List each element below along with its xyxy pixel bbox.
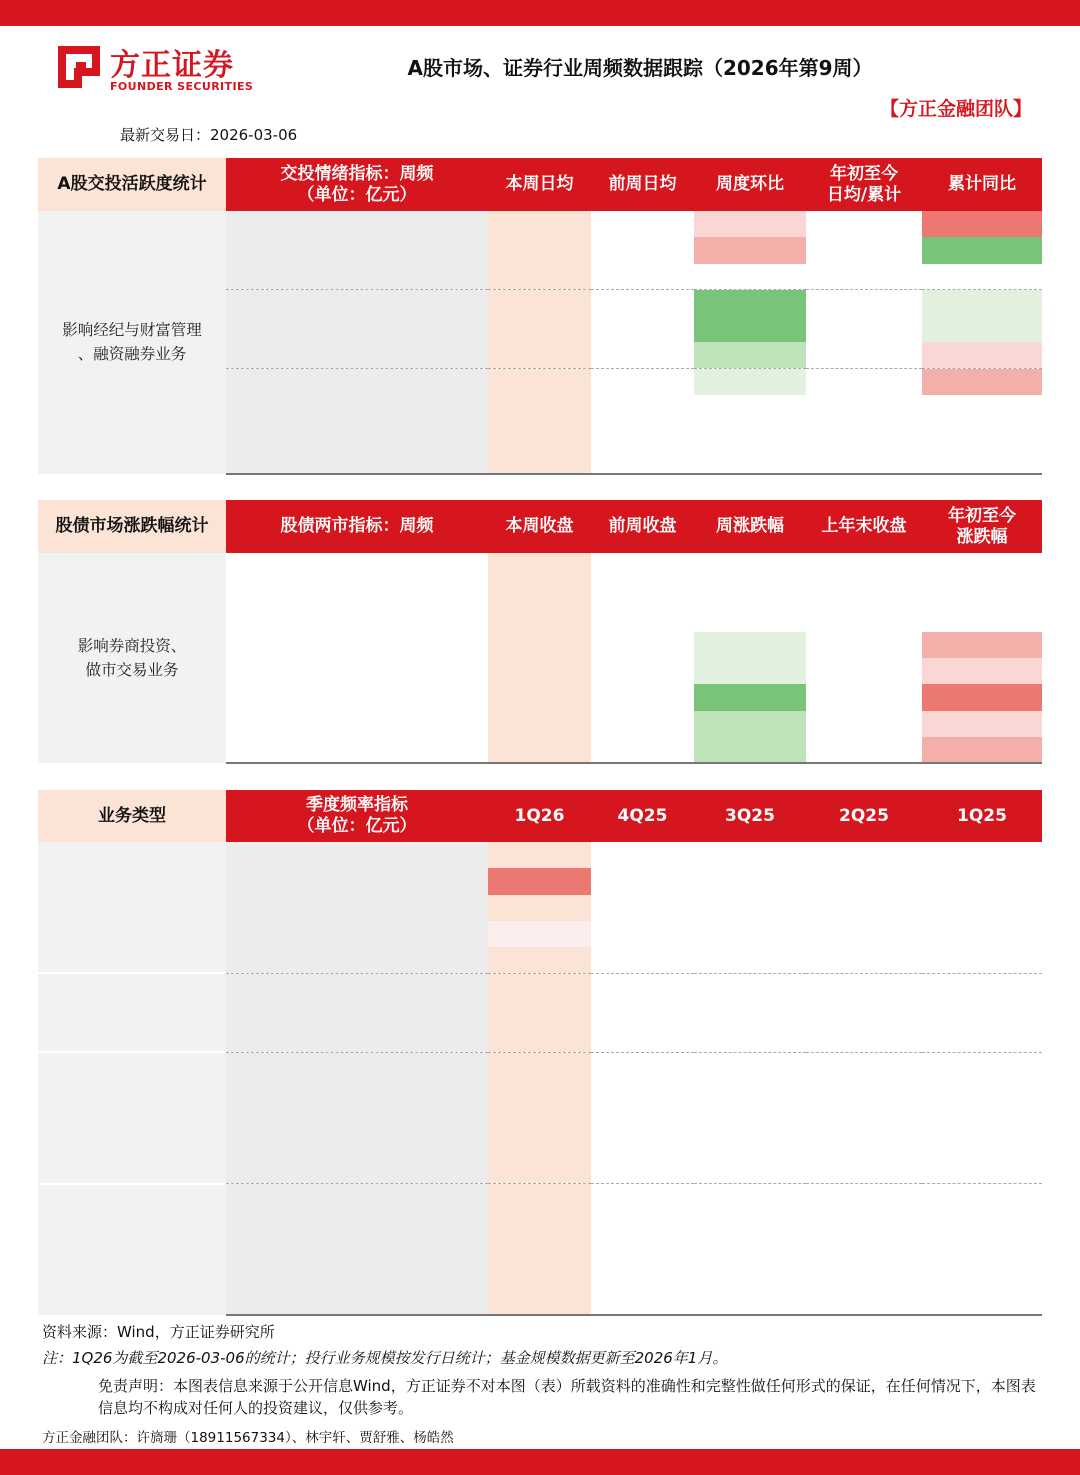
segment-label (38, 1184, 226, 1315)
table2-header-1: 股债两市指标：周频 (226, 500, 488, 553)
change-value (694, 711, 806, 737)
quarter-value (694, 1158, 806, 1184)
table-row (38, 211, 1042, 237)
previous-value (591, 658, 694, 684)
table1-header-row (38, 158, 1042, 211)
ytd-value (806, 211, 922, 237)
quarter-value (922, 1210, 1042, 1236)
current-value (488, 264, 591, 290)
quarter-value (591, 868, 694, 894)
quarter-value (694, 1026, 806, 1052)
change-value (694, 606, 806, 632)
indicator-name (226, 973, 488, 999)
quarter-value (694, 1289, 806, 1315)
ytd-value (806, 237, 922, 263)
indicator-name (226, 290, 488, 316)
quarter-value (694, 1000, 806, 1026)
indicator-name (226, 1079, 488, 1105)
indicator-name (226, 711, 488, 737)
quarter-value (488, 1105, 591, 1131)
indicator-name (226, 1289, 488, 1315)
quarter-value (806, 1263, 922, 1289)
table1-header-4: 周度环比 (694, 158, 806, 211)
yoy-value (922, 237, 1042, 263)
table2-header-row (38, 500, 1042, 553)
table3-header-6: 1Q25 (922, 790, 1042, 842)
current-value (488, 632, 591, 658)
previous-value (591, 606, 694, 632)
table-row (38, 553, 1042, 579)
indicator-name (226, 448, 488, 474)
change-value (694, 342, 806, 368)
brand-name-en: FOUNDER SECURITIES (110, 80, 254, 93)
current-value (488, 369, 591, 395)
table3-header-5: 2Q25 (806, 790, 922, 842)
table1-header-1: 交投情绪指标：周频 （单位：亿元） (226, 158, 488, 211)
table1-header-0: A股交投活跃度统计 (38, 158, 226, 211)
quarter-value (591, 1236, 694, 1262)
team-contacts: 方正金融团队：许旖珊（18911567334）、林宇轩、贾舒雅、杨皓然 (42, 1430, 454, 1446)
previous-value (591, 448, 694, 474)
table-row (38, 1052, 1042, 1078)
change-value (694, 316, 806, 342)
indicator-name (226, 579, 488, 605)
activity-table (38, 158, 1042, 475)
previous-value (591, 342, 694, 368)
yoy-value (922, 421, 1042, 447)
quarter-value (806, 1210, 922, 1236)
indicator-name (226, 868, 488, 894)
quarter-value (922, 842, 1042, 868)
bottom-red-band (0, 1449, 1080, 1475)
quarter-value (806, 1184, 922, 1210)
segment-label: 影响经纪与财富管理 、融资融券业务 (38, 211, 226, 474)
indicator-name (226, 1105, 488, 1131)
quarter-value (694, 1236, 806, 1262)
previous-value (591, 711, 694, 737)
ytd-change-value (922, 632, 1042, 658)
current-value (488, 421, 591, 447)
current-value (488, 658, 591, 684)
table2-header-3: 前周收盘 (591, 500, 694, 553)
previous-value (591, 632, 694, 658)
quarter-value (806, 1131, 922, 1157)
ytd-change-value (922, 658, 1042, 684)
yoy-value (922, 290, 1042, 316)
quarter-value (694, 895, 806, 921)
current-value (488, 237, 591, 263)
table1-header-3: 前周日均 (591, 158, 694, 211)
quarter-value (922, 921, 1042, 947)
quarter-value (922, 1052, 1042, 1078)
quarter-value (591, 1131, 694, 1157)
table2-header-6: 年初至今 涨跌幅 (922, 500, 1042, 553)
quarter-value (591, 1105, 694, 1131)
previous-value (591, 316, 694, 342)
founder-logo (52, 42, 262, 98)
change-value (694, 211, 806, 237)
segment-label: 影响券商投资、 做市交易业务 (38, 553, 226, 763)
table1-header-2: 本周日均 (488, 158, 591, 211)
current-value (488, 579, 591, 605)
indicator-name (226, 1131, 488, 1157)
yoy-value (922, 342, 1042, 368)
quarter-value (488, 842, 591, 868)
current-value (488, 606, 591, 632)
ytd-change-value (922, 606, 1042, 632)
table3-header-1: 季度频率指标 （单位：亿元） (226, 790, 488, 842)
current-value (488, 448, 591, 474)
quarter-value (806, 921, 922, 947)
quarter-value (922, 868, 1042, 894)
quarter-value (591, 1000, 694, 1026)
quarter-value (591, 1158, 694, 1184)
last-year-value (806, 632, 922, 658)
quarter-value (806, 842, 922, 868)
previous-value (591, 290, 694, 316)
last-year-value (806, 684, 922, 710)
table3-header-row (38, 790, 1042, 842)
quarter-value (694, 1184, 806, 1210)
footnote: 注：1Q26为截至2026-03-06的统计；投行业务规模按发行日统计；基金规模数据更新至2026年1月。 (42, 1349, 728, 1367)
quarter-value (694, 1052, 806, 1078)
quarter-value (806, 1236, 922, 1262)
quarter-value (922, 973, 1042, 999)
table3-header-3: 4Q25 (591, 790, 694, 842)
quarter-value (806, 973, 922, 999)
indicator-name (226, 632, 488, 658)
change-value (694, 684, 806, 710)
change-value (694, 369, 806, 395)
ytd-value (806, 448, 922, 474)
ytd-change-value (922, 737, 1042, 763)
indicator-name (226, 342, 488, 368)
indicator-name (226, 264, 488, 290)
table3-header-4: 3Q25 (694, 790, 806, 842)
current-value (488, 395, 591, 421)
previous-value (591, 421, 694, 447)
indicator-name (226, 658, 488, 684)
source-note: 资料来源：Wind，方正证券研究所 (42, 1323, 275, 1341)
quarter-value (806, 1052, 922, 1078)
ytd-value (806, 395, 922, 421)
quarter-value (922, 1000, 1042, 1026)
table2-header-0: 股债市场涨跌幅统计 (38, 500, 226, 553)
quarter-value (694, 973, 806, 999)
indicator-name (226, 1026, 488, 1052)
quarter-value (694, 1105, 806, 1131)
change-value (694, 395, 806, 421)
quarter-value (922, 1263, 1042, 1289)
quarter-value (694, 921, 806, 947)
quarter-value (922, 1289, 1042, 1315)
quarter-value (488, 895, 591, 921)
indicator-name (226, 1236, 488, 1262)
yoy-value (922, 369, 1042, 395)
segment-label (38, 973, 226, 1052)
yoy-value (922, 448, 1042, 474)
previous-value (591, 369, 694, 395)
current-value (488, 290, 591, 316)
ytd-change-value (922, 579, 1042, 605)
ytd-value (806, 316, 922, 342)
change-value (694, 421, 806, 447)
indicator-name (226, 237, 488, 263)
quarter-value (488, 1184, 591, 1210)
page-title: A股市场、证券行业周频数据跟踪（2026年第9周） (407, 56, 873, 80)
quarter-value (591, 1079, 694, 1105)
indicator-name (226, 1052, 488, 1078)
quarter-value (922, 1131, 1042, 1157)
table1-header-5: 年初至今 日均/累计 (806, 158, 922, 211)
quarter-value (922, 947, 1042, 973)
indicator-name (226, 1263, 488, 1289)
current-value (488, 737, 591, 763)
change-value (694, 264, 806, 290)
ytd-value (806, 369, 922, 395)
table2-header-4: 周涨跌幅 (694, 500, 806, 553)
indicator-name (226, 1210, 488, 1236)
quarter-value (694, 868, 806, 894)
quarter-value (806, 1158, 922, 1184)
last-year-value (806, 579, 922, 605)
quarter-value (922, 1105, 1042, 1131)
market-table (38, 500, 1042, 764)
table-row (38, 973, 1042, 999)
indicator-name (226, 421, 488, 447)
quarter-value (488, 1210, 591, 1236)
quarter-value (694, 842, 806, 868)
current-value (488, 711, 591, 737)
quarter-value (806, 1000, 922, 1026)
top-red-band (0, 0, 1080, 26)
quarter-value (591, 1026, 694, 1052)
quarter-value (591, 1289, 694, 1315)
last-year-value (806, 553, 922, 579)
change-value (694, 237, 806, 263)
quarter-value (806, 868, 922, 894)
quarter-value (922, 1079, 1042, 1105)
quarter-value (488, 1079, 591, 1105)
disclaimer: 免责声明：本图表信息来源于公开信息Wind，方正证券不对本图（表）所载资料的准确性和完整性做任何形式的保证，在任何情况下，本图表信息均不构成对任何人的投资建议，仅供参考。 (98, 1377, 1036, 1417)
previous-value (591, 553, 694, 579)
previous-value (591, 264, 694, 290)
indicator-name (226, 316, 488, 342)
yoy-value (922, 211, 1042, 237)
quarter-value (922, 1158, 1042, 1184)
quarter-value (806, 1105, 922, 1131)
indicator-name (226, 606, 488, 632)
indicator-name (226, 737, 488, 763)
change-value (694, 658, 806, 684)
quarter-value (488, 1000, 591, 1026)
quarter-value (806, 1026, 922, 1052)
last-year-value (806, 606, 922, 632)
indicator-name (226, 921, 488, 947)
indicator-name (226, 842, 488, 868)
change-value (694, 553, 806, 579)
change-value (694, 737, 806, 763)
brand-name: 方正证券 (110, 48, 234, 83)
quarter-value (488, 921, 591, 947)
last-year-value (806, 737, 922, 763)
indicator-name (226, 211, 488, 237)
previous-value (591, 237, 694, 263)
current-value (488, 684, 591, 710)
previous-value (591, 211, 694, 237)
quarter-value (806, 947, 922, 973)
current-value (488, 211, 591, 237)
table-row (38, 842, 1042, 868)
indicator-name (226, 369, 488, 395)
table2-header-5: 上年末收盘 (806, 500, 922, 553)
quarter-value (806, 895, 922, 921)
quarter-value (591, 973, 694, 999)
quarter-value (488, 1052, 591, 1078)
indicator-name (226, 895, 488, 921)
change-value (694, 579, 806, 605)
trade-date: 最新交易日：2026-03-06 (120, 126, 298, 144)
quarter-value (591, 1184, 694, 1210)
quarter-value (694, 1263, 806, 1289)
yoy-value (922, 264, 1042, 290)
segment-label (38, 842, 226, 973)
quarter-value (694, 947, 806, 973)
quarter-value (591, 1263, 694, 1289)
quarter-value (591, 921, 694, 947)
segment-label (38, 1052, 226, 1183)
quarter-value (591, 1210, 694, 1236)
table3-header-2: 1Q26 (488, 790, 591, 842)
indicator-name (226, 1000, 488, 1026)
quarter-value (591, 947, 694, 973)
quarter-value (488, 1263, 591, 1289)
quarter-value (488, 868, 591, 894)
quarter-value (922, 1026, 1042, 1052)
previous-value (591, 395, 694, 421)
current-value (488, 553, 591, 579)
quarter-value (488, 1158, 591, 1184)
quarter-value (806, 1289, 922, 1315)
ytd-value (806, 421, 922, 447)
indicator-name (226, 395, 488, 421)
table-row (38, 1184, 1042, 1210)
table1-header-6: 累计同比 (922, 158, 1042, 211)
quarter-value (488, 1131, 591, 1157)
ytd-change-value (922, 684, 1042, 710)
quarter-value (488, 1026, 591, 1052)
change-value (694, 290, 806, 316)
quarter-value (694, 1131, 806, 1157)
quarter-value (591, 895, 694, 921)
quarterly-table (38, 790, 1042, 1316)
indicator-name (226, 553, 488, 579)
ytd-change-value (922, 711, 1042, 737)
indicator-name (226, 1158, 488, 1184)
yoy-value (922, 316, 1042, 342)
ytd-value (806, 290, 922, 316)
table2-header-2: 本周收盘 (488, 500, 591, 553)
change-value (694, 632, 806, 658)
quarter-value (488, 1289, 591, 1315)
current-value (488, 316, 591, 342)
quarter-value (694, 1079, 806, 1105)
previous-value (591, 737, 694, 763)
quarter-value (694, 1210, 806, 1236)
last-year-value (806, 711, 922, 737)
change-value (694, 448, 806, 474)
quarter-value (806, 1079, 922, 1105)
quarter-value (488, 1236, 591, 1262)
indicator-name (226, 1184, 488, 1210)
indicator-name (226, 947, 488, 973)
quarter-value (488, 947, 591, 973)
indicator-name (226, 684, 488, 710)
yoy-value (922, 395, 1042, 421)
team-tag: 【方正金融团队】 (879, 98, 1032, 120)
quarter-value (922, 1236, 1042, 1262)
previous-value (591, 684, 694, 710)
current-value (488, 342, 591, 368)
ytd-change-value (922, 553, 1042, 579)
previous-value (591, 579, 694, 605)
last-year-value (806, 658, 922, 684)
table3-header-0: 业务类型 (38, 790, 226, 842)
ytd-value (806, 342, 922, 368)
founder-logo-icon (52, 42, 102, 92)
quarter-value (591, 842, 694, 868)
ytd-value (806, 264, 922, 290)
quarter-value (488, 973, 591, 999)
quarter-value (922, 895, 1042, 921)
quarter-value (922, 1184, 1042, 1210)
quarter-value (591, 1052, 694, 1078)
